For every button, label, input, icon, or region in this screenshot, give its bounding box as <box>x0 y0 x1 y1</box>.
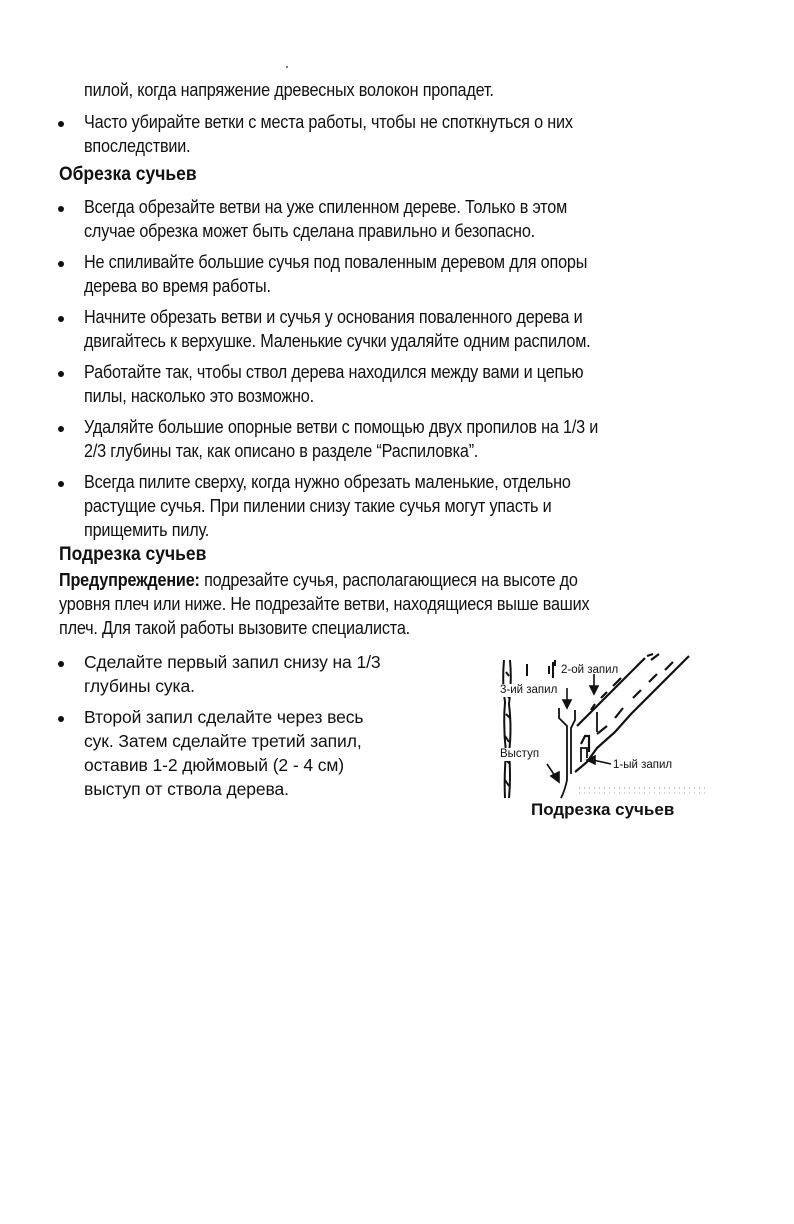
trim-bullet-line: пилы, насколько это возможно. <box>84 386 314 406</box>
bullet-icon <box>58 426 64 432</box>
bullet-icon <box>58 371 64 377</box>
prune-bullet-line: выступ от ствола дерева. <box>84 779 289 799</box>
trim-bullet-line: прищемить пилу. <box>84 520 210 540</box>
prune-bullet-line: сук. Затем сделайте третий запил, <box>84 731 362 751</box>
section-heading-pruning: Подрезка сучьев <box>59 544 207 565</box>
trim-bullet-line: Работайте так, чтобы ствол дерева находился между вами и цепью <box>84 362 584 382</box>
scan-speck <box>286 66 288 68</box>
trim-bullet-line: дерева во время работы. <box>84 276 271 296</box>
section-heading-trimming: Обрезка сучьев <box>59 164 197 185</box>
warning-line: плеч. Для такой работы вызовите специалиста. <box>59 618 410 638</box>
trim-bullet-line: Всегда обрезайте ветви на уже спиленном дереве. Только в этом <box>84 197 568 217</box>
prune-bullet-line: Сделайте первый запил снизу на 1/3 <box>84 652 381 672</box>
trim-bullet-line: Удаляйте большие опорные ветви с помощью двух пропилов на 1/3 и <box>84 417 599 437</box>
bullet-icon <box>58 481 64 487</box>
trim-bullet-line: двигайтесь к верхушке. Маленькие сучки удаляйте одним распилом. <box>84 331 591 351</box>
bullet-icon <box>58 716 64 722</box>
bullet-icon <box>58 661 64 667</box>
label-first-cut: 1-ый запил <box>613 759 673 771</box>
warning-text: подрезайте сучья, располагающиеся на высоте до <box>199 570 578 590</box>
label-stub: Выступ <box>500 748 540 760</box>
trim-bullet-line: Не спиливайте большие сучья под поваленным деревом для опоры <box>84 252 588 272</box>
trim-bullet-line: Всегда пилите сверху, когда нужно обрезать маленькие, отдельно <box>84 472 571 492</box>
label-second-cut: 2-ой запил <box>561 664 619 676</box>
bullet-icon <box>58 261 64 267</box>
trim-bullet-line: растущие сучья. При пилении снизу такие сучья могут упасть и <box>84 496 552 516</box>
trim-bullet-line: 2/3 глубины так, как описано в разделе “Распиловка”. <box>84 441 479 461</box>
prune-bullet-line: оставив 1-2 дюймовый (2 - 4 см) <box>84 755 345 775</box>
bullet-icon <box>58 121 64 127</box>
trim-bullet-line: Начните обрезать ветви и сучья у основания поваленного дерева и <box>84 307 583 327</box>
intro-bullet-line: Часто убирайте ветки с места работы, чтобы не споткнуться о них <box>84 112 573 132</box>
bullet-icon <box>58 206 64 212</box>
pruning-diagram <box>497 652 707 802</box>
warning-label: Предупреждение: <box>59 570 200 590</box>
warning-line: уровня плеч или ниже. Не подрезайте ветви, находящиеся выше ваших <box>59 594 590 614</box>
warning-line <box>59 568 578 592</box>
continuation-text: пилой, когда напряжение древесных волокон пропадет. <box>84 80 494 100</box>
trim-bullet-line: случае обрезка может быть сделана правильно и безопасно. <box>84 221 535 241</box>
label-third-cut: 3-ий запил <box>500 684 558 696</box>
prune-bullet-line: глубины сука. <box>84 676 195 696</box>
intro-bullet-line: впоследствии. <box>84 136 191 156</box>
bullet-icon <box>58 316 64 322</box>
figure-caption: Подрезка сучьев <box>531 800 675 819</box>
prune-bullet-line: Второй запил сделайте через весь <box>84 707 364 727</box>
